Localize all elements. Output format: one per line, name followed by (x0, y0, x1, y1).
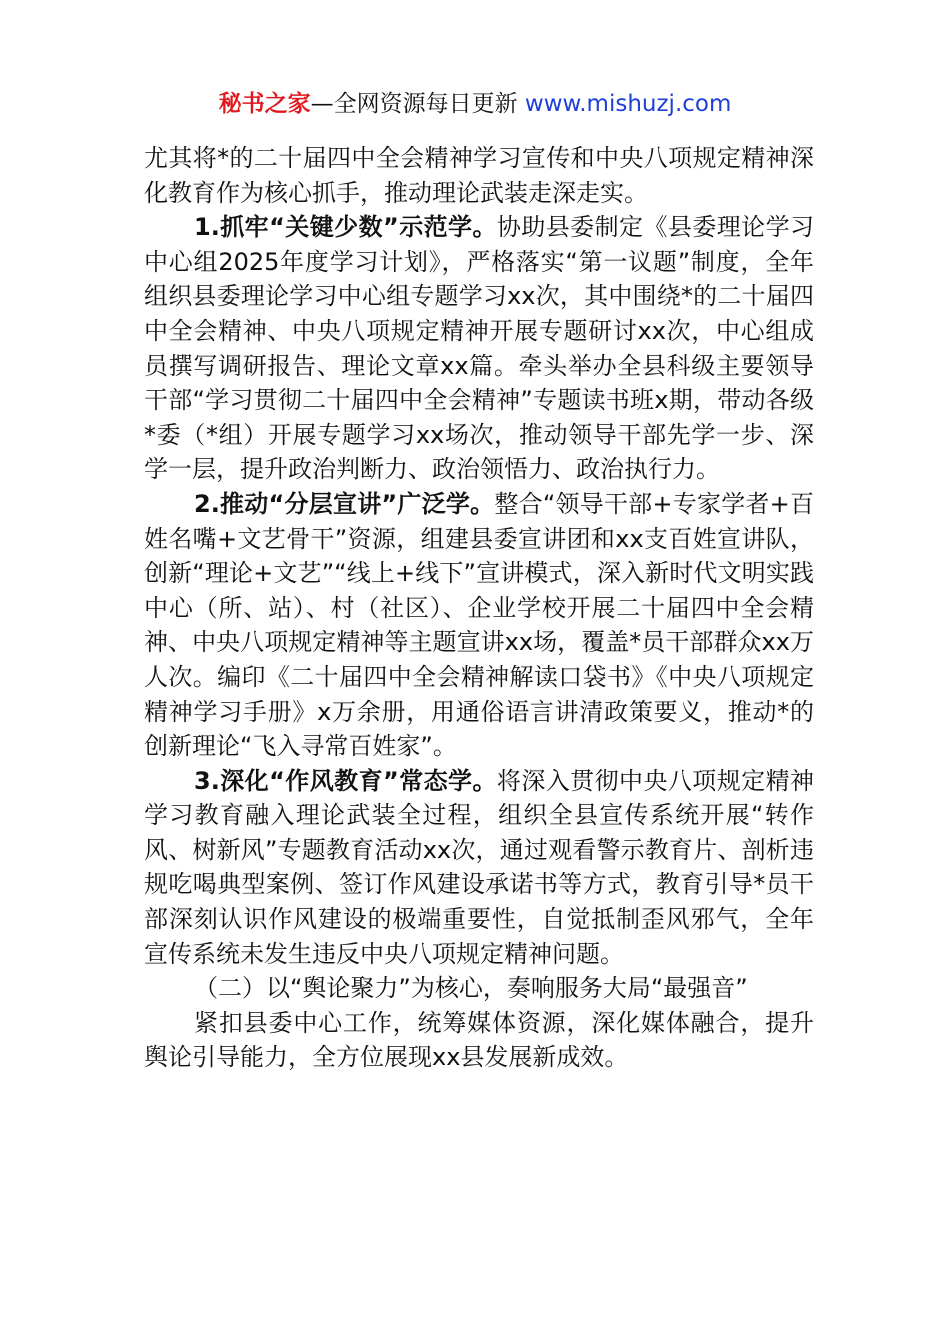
paragraph-text: 协助县委制定《县委理论学习中心组2025年度学习计划》，严格落实“第一议题”制度，全年组织县委理论学习中心组专题学习xx次，其中围绕*的二十届四中全会精神、中央八项规定精神开展专题研讨xx次，中心组成员撰写调研报告、理论文章xx篇。牵头举办全县科级主要领导干部“学习贯彻二十届四中全会精神”专题读书班x期，带动各级*委（*组）开展专题学习xx场次，推动领导干部先学一步、深学一层，提升政治判断力、政治领悟力、政治执行力。 (144, 213, 814, 484)
paragraph-text: 尤其将*的二十届四中全会精神学习宣传和中央八项规定精神深化教育作为核心抓手，推动理论武装走深走实。 (144, 144, 814, 207)
paragraph-heading: 2.推动“分层宣讲”广泛学。 (194, 489, 495, 518)
header-tagline: —全网资源每日更新 (310, 91, 525, 117)
paragraph-section-intro (144, 1006, 814, 1075)
paragraph-item-3 (144, 764, 814, 972)
document-body (144, 141, 814, 1075)
paragraph-text: 紧扣县委中心工作，统筹媒体资源，深化媒体融合，提升舆论引导能力，全方位展现xx县发展新成效。 (144, 1008, 814, 1072)
paragraph-text: 整合“领导干部+专家学者+百姓名嘴+文艺骨干”资源，组建县委宣讲团和xx支百姓宣讲队，创新“理论+文艺”“线上+线下”宣讲模式，深入新时代文明实践中心（所、站）、村（社区）、企业学校开展二十届四中全会精神、中央八项规定精神等主题宣讲xx场，覆盖*员干部群众xx万人次。编印《二十届四中全会精神解读口袋书》《中央八项规定精神学习手册》x万余册，用通俗语言讲清政策要义，推动*的创新理论“飞入寻常百姓家”。 (144, 489, 814, 761)
page-header (0, 86, 950, 122)
paragraph-heading: 1.抓牢“关键少数”示范学。 (194, 213, 497, 242)
paragraph-item-1 (144, 210, 814, 487)
website-link[interactable]: www.mishuzj.com (524, 91, 732, 117)
paragraph-item-2 (144, 487, 814, 764)
paragraph-heading: 3.深化“作风教育”常态学。 (194, 766, 497, 795)
paragraph-intro (144, 141, 814, 210)
brand-name: 秘书之家 (218, 91, 311, 117)
section-heading (144, 971, 814, 1006)
section-heading-text: （二）以“舆论聚力”为核心，奏响服务大局“最强音” (194, 974, 748, 1003)
paragraph-text: 将深入贯彻中央八项规定精神学习教育融入理论武装全过程，组织全县宣传系统开展“转作风、树新风”专题教育活动xx次，通过观看警示教育片、剖析违规吃喝典型案例、签订作风建设承诺书等方式，教育引导*员干部深刻认识作风建设的极端重要性，自觉抵制歪风邪气，全年宣传系统未发生违反中央八项规定精神问题。 (144, 766, 814, 968)
